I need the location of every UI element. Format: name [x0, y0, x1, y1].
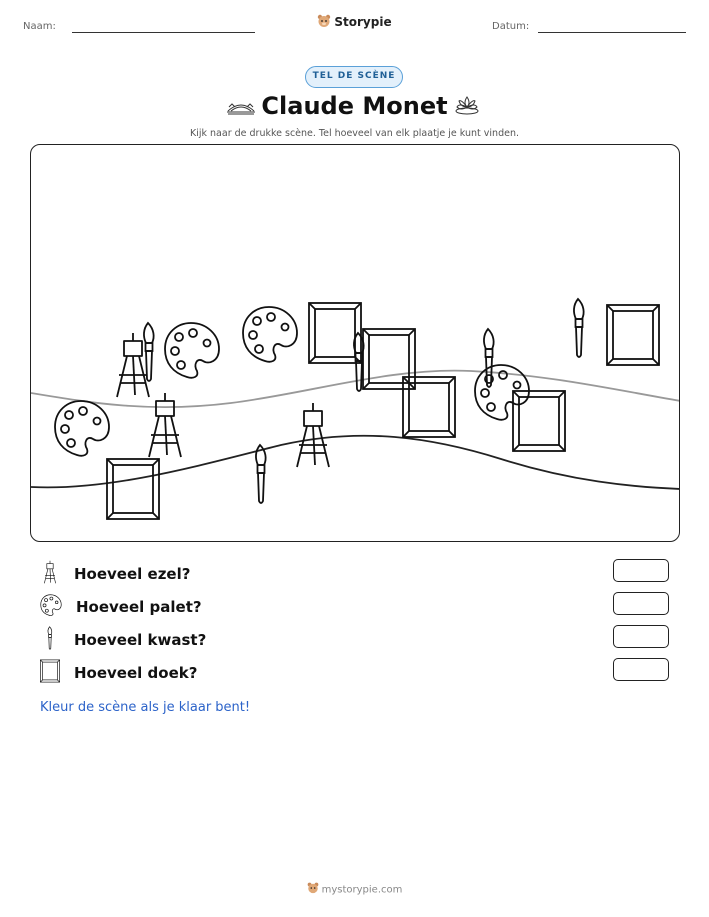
- answer-box-kwast[interactable]: [613, 625, 669, 648]
- back-hill-line: [31, 371, 680, 408]
- question-palet: [40, 594, 202, 620]
- easel-1: [117, 333, 149, 397]
- name-label: Naam:: [23, 21, 56, 32]
- brush-5: [256, 445, 266, 503]
- canvas-4: [513, 391, 565, 451]
- answer-box-doek[interactable]: [613, 658, 669, 681]
- page-title: Claude Monet: [261, 92, 448, 120]
- activity-badge: TEL DE SCÈNE: [305, 66, 403, 88]
- front-hill-line: [31, 436, 680, 489]
- palette-2: [243, 307, 297, 362]
- footer-url[interactable]: mystorypie.com: [321, 884, 403, 896]
- answer-box-ezel[interactable]: [613, 559, 669, 582]
- question-label: Hoeveel doek?: [74, 664, 198, 682]
- brand-name: Storypie: [334, 15, 392, 29]
- answer-box-palet[interactable]: [613, 592, 669, 615]
- canvas-icon: [40, 659, 60, 687]
- brush-icon: [44, 626, 56, 654]
- brand-logo: [0, 14, 709, 31]
- question-doek: [40, 660, 197, 686]
- instructions-text: Kijk naar de drukke scène. Tel hoeveel van elk plaatje je kunt vinden.: [190, 128, 519, 139]
- bear-logo-icon: [317, 14, 331, 31]
- counting-scene: [30, 144, 680, 542]
- coloring-note: Kleur de scène als je klaar bent!: [40, 700, 251, 715]
- date-label: Datum:: [492, 21, 530, 32]
- palette-1: [165, 323, 219, 378]
- canvas-5: [607, 305, 659, 365]
- question-label: Hoeveel palet?: [76, 598, 202, 616]
- palette-icon: [40, 594, 62, 620]
- canvas-6: [107, 459, 159, 519]
- easel-2: [149, 393, 181, 457]
- date-line[interactable]: [538, 32, 686, 33]
- brush-1: [144, 323, 154, 381]
- water-lily-icon: [453, 93, 481, 121]
- easel-3: [297, 403, 329, 467]
- footer: [0, 882, 709, 897]
- question-label: Hoeveel ezel?: [74, 565, 191, 583]
- brush-4: [574, 299, 584, 357]
- canvas-1: [309, 303, 361, 363]
- name-line[interactable]: [72, 32, 255, 33]
- question-kwast: [40, 627, 206, 653]
- palette-3: [55, 401, 109, 456]
- easel-icon: [40, 560, 60, 588]
- bear-logo-icon: [307, 882, 319, 897]
- question-label: Hoeveel kwast?: [74, 631, 207, 649]
- question-ezel: [40, 561, 190, 587]
